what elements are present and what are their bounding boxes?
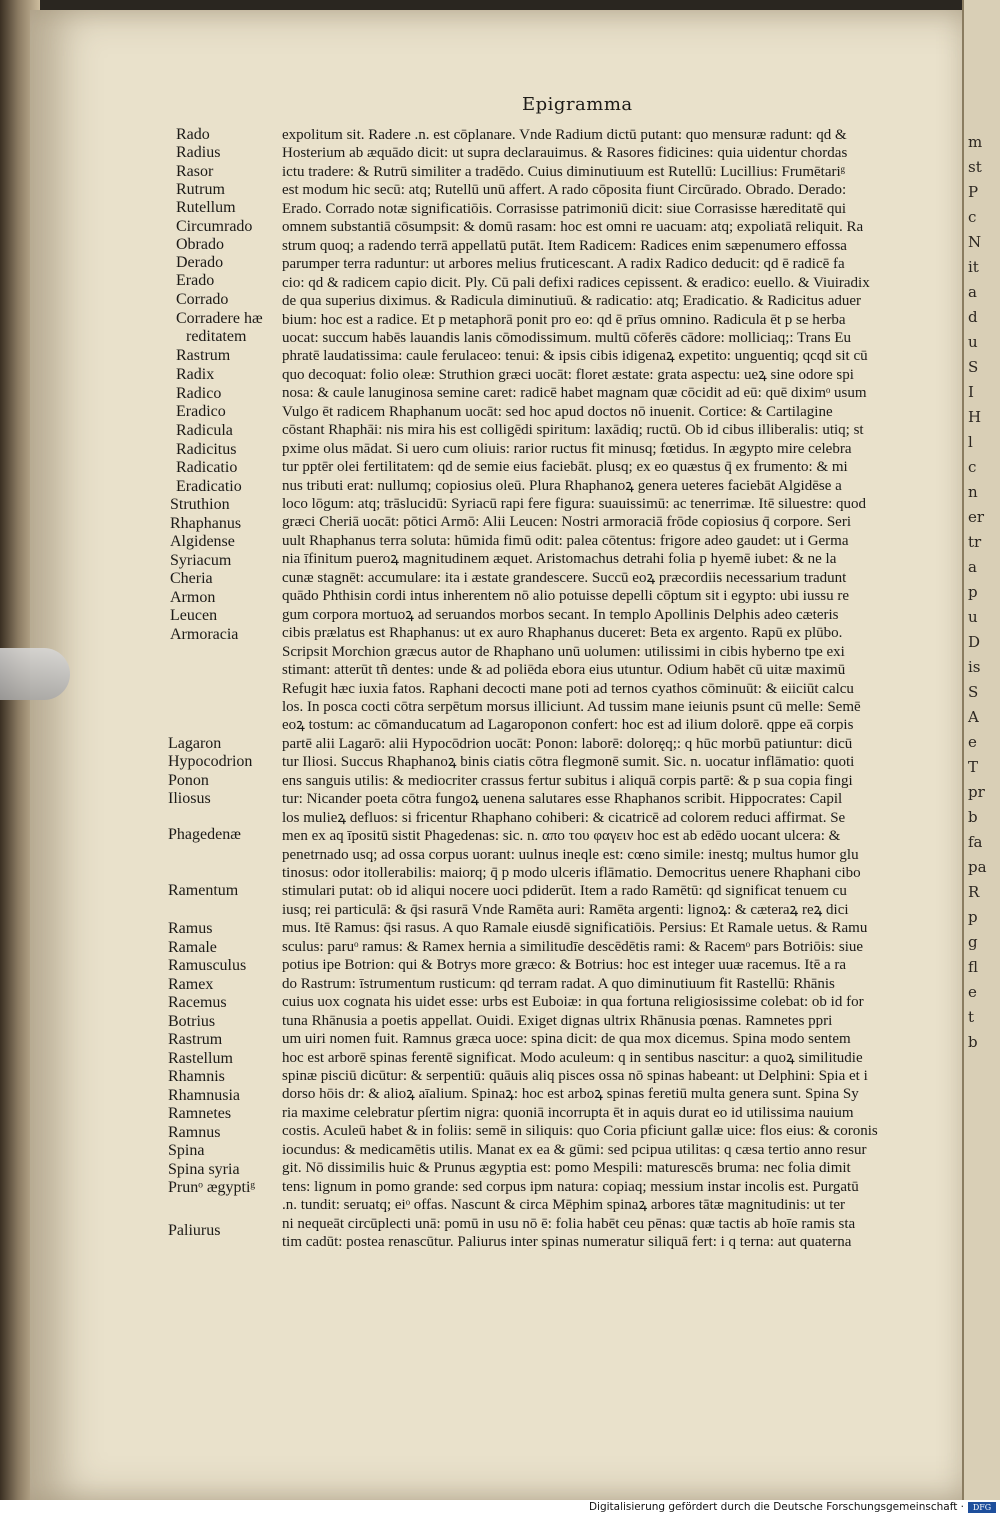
margin-gloss: Ramus	[168, 920, 213, 937]
text-line: ni nequeāt circūplecti unā: pomū in usu nō ē: folia habēt ceu pēnas: quæ tactis ab hoīe ramis sta	[282, 1215, 856, 1232]
facing-page-fragment: p	[968, 583, 978, 601]
margin-gloss: Rhamnis	[168, 1068, 225, 1085]
margin-gloss: Rado	[176, 126, 210, 143]
margin-gloss: Ramusculus	[168, 957, 247, 974]
text-line: dorso hōis dr: & alioꝝ aīalium. Spinaꝝ: hoc est arboꝝ spinas feretiū multa genera sunt. Spina Sy	[282, 1086, 859, 1103]
margin-gloss: Leucen	[170, 607, 218, 624]
facing-page-fragment: is	[968, 658, 981, 676]
text-line: tinosus: odor itollerabilis: maiorq; q̄ p modo ulceris iflāmatio. Democritus uenere Rhaphani cibo	[282, 865, 861, 881]
text-line: græci Cheriā uocāt: pōtici Armō: Alii Leucen: Nostri armoraciā frōde copiosius q̄ corpore. Seri	[282, 514, 852, 531]
text-line: cōstant Rhaphāi: nis mira his est colligēdi spiritum: laxādiq; ructū. Ob id cibus illiberalis: utiq; st	[282, 422, 864, 439]
facing-page-fragment: I	[968, 383, 974, 401]
facing-page-fragment: e	[968, 983, 977, 1001]
facing-page-fragment: a	[968, 558, 977, 576]
facing-page-fragment: g	[968, 933, 978, 951]
margin-gloss: Spina	[168, 1142, 205, 1159]
facing-page-fragment: d	[968, 308, 978, 326]
text-line: partē alii Lagarō: alii Hypocōdrion uocāt: Ponon: laborē: doloręq;: q hūc morbū patiuntur: dicū	[282, 735, 853, 752]
margin-gloss: Paliurus	[168, 1222, 221, 1239]
text-line: uult Rhaphanus terra soluta: hūmida fimū odit: palea cōtentus: frigore adeo gaudet: ut i Germa	[282, 532, 849, 549]
facing-page-fragment: a	[968, 283, 977, 301]
text-line: tens: lignum in pomo grande: sed corpus ipm natura: copiaq; messium instar incolis est. Purgatū	[282, 1178, 859, 1195]
text-line: phratē laudatissima: caule ferulaceo: tenui: & ipsis cibis idigenaꝝ expetito: unguentiq; qcqd sit cū	[282, 348, 868, 365]
margin-gloss: Obrado	[176, 236, 224, 253]
text-line: quādo Phthisin cordi intus inherentem nō alio potuisse depelli cōptum sit i egypto: ubi iussu re	[282, 588, 850, 605]
text-line: tur Iliosi. Succus Rhaphanoꝝ binis ciatis cōtra flegmonē sumit. Sic. n. uocatur inflāmatio: quoti	[282, 754, 855, 771]
facing-page-fragment: u	[968, 608, 978, 626]
text-line: strum quoq; a radendo terrā appellatū putāt. Item Radicem: Radices enim sæpenumero effossa	[282, 237, 847, 254]
text-line: iocundus: & medicamētis utilis. Manat ex ea & gūmi: sed pcipua utilitas: q cæsa tertio anno resur	[282, 1141, 867, 1158]
text-line: parumper terra raduntur: ut arbores melius fruticescant. A radix Radico deducit: qd ē radicē fa	[282, 256, 845, 273]
margin-gloss: Rutellum	[176, 199, 236, 216]
margin-gloss: Armon	[170, 589, 216, 606]
facing-page-fragment: P	[968, 183, 979, 201]
text-line: quo decoquat: folio oleæ: Struthion græci uocāt: floret æstate: grata aspectu: ueꝝ sine odore spi	[282, 366, 854, 383]
text-line: Refugit hæc iuxia fatos. Raphani decocti mane poti ad ternos cyathos cōminuūt: & eiiciūt calcu	[282, 680, 854, 697]
margin-gloss: Radicitus	[176, 441, 237, 458]
margin-gloss: Rhamnusia	[168, 1087, 240, 1104]
margin-gloss: Radicula	[176, 422, 233, 439]
facing-page-fragment: fa	[968, 833, 983, 851]
margin-gloss: Rhaphanus	[170, 515, 242, 532]
text-line: tuna Rhānusia a poetis appellat. Ouidi. Exiget dignas ultrix Rhānusia pœnas. Ramnetes ppri	[282, 1012, 833, 1029]
text-line: nia īfinitum pueroꝝ magnitudinem æquet. Aristomachus detrahi folia p hyemē iubet: & ne la	[282, 551, 837, 568]
margin-gloss: Radico	[176, 385, 222, 402]
margin-gloss: Rastellum	[168, 1050, 233, 1067]
facing-page-fragment: D	[968, 633, 981, 651]
facing-page-fragment: S	[968, 683, 979, 701]
text-line: los. In posca cocti cōtra serpētum morsus illiciunt. Ad tussim mane ieiunis psunt cū melle: Semē	[282, 698, 861, 715]
facing-page-fragment: p	[968, 908, 978, 926]
text-line: nus tributi erat: nullumq; copiosius oleū. Plura Rhaphanoꝝ genera ueteres faciebāt Algidēse a	[282, 477, 842, 494]
text-line: bium: hoc est a radice. Et p metaphorā ponit pro eo: qd ē prīus omnino. Radicula ēt p se herba	[282, 311, 846, 328]
text-line: cio: qd & radicem capio dicit. Ply. Cū pali defixi radices cepissent. & eradico: euello. & Viuiradix	[282, 274, 870, 291]
facing-page-fragment: u	[968, 333, 978, 351]
text-line: ictu tradere: & Rutrū similiter a tradēdo. Cuius diminutiuum est Rutellū: Lucillius: Frumētariᵍ	[282, 163, 846, 180]
text-line: los mulieꝝ defluos: si fricentur Rhaphano cohiberi: & cicatricē ad colorem reduci affirmat. Se	[282, 809, 846, 826]
facing-page-fragment: b	[968, 808, 978, 826]
margin-gloss: Armoracia	[170, 626, 239, 643]
margin-gloss: Cheria	[170, 570, 213, 587]
facing-page-fragment: c	[968, 208, 977, 226]
margin-gloss: Prunᵒ ægyptiᵍ	[168, 1179, 256, 1196]
facing-page-fragment: er	[968, 508, 985, 526]
text-line: costis. Aculeū habet & in foliis: semē in siliquis: quo Coria pficiunt gallæ uice: flos eius: & coronis	[282, 1123, 878, 1140]
text-line: tim cadūt: postea renascūtur. Paliurus inter spinas numeratur siliquā fert: i q terna: aut quaterna	[282, 1234, 852, 1250]
text-line: um uiri nomen fuit. Ramnus græca uoce: spina dicit: de qua mox dicemus. Spina modo sentem	[282, 1031, 851, 1048]
dfg-logo: DFG	[968, 1502, 996, 1513]
facing-page-fragment: A	[968, 708, 979, 726]
facing-page-fragment: pa	[968, 858, 987, 876]
facing-page-fragment: tr	[968, 533, 982, 551]
text-line: tur: Nicander poeta cōtra fungoꝝ uenena salutares esse Rhaphanos scribit. Hippocrates: Capil	[282, 791, 843, 808]
text-line: cuius uox cognata his uidet esse: urbs est Euboiæ: in qua fortuna religiosissime colebat: ob id for	[282, 994, 864, 1011]
text-line: hoc est arborē spinas ferentē significat. Modo aculeum: q in sentibus nascitur: a quoꝝ similitudie	[282, 1049, 863, 1066]
text-line: expolitum sit. Radere .n. est cōplanare. Vnde Radium dictū putant: quo mensuræ radunt: qd &	[282, 127, 847, 143]
text-line: Hosterium ab æquādo dicit: ut supra declarauimus. & Rasores fidicines: quia uidentur chordas	[282, 145, 848, 162]
text-line: ria maxime celebratur pſertim nigra: quoniā incorrupta ēt in aquis durat eo id utilissima nauium	[282, 1104, 854, 1121]
text-line: cibis prælatus est Rhaphanus: ut ex auro Rhaphanus duceret: Beta ex argento. Rapū ex plūbo.	[282, 625, 843, 642]
facing-page-fragment: t	[968, 1008, 975, 1026]
text-line: men ex aq īpositū sistit Phagedenas: sic. n. απο του φαγειν hoc est ab edēdo uocant ulcera: &	[282, 828, 841, 845]
facing-page-fragment: pr	[968, 783, 985, 801]
margin-gloss: Corrado	[176, 291, 229, 308]
text-line: tur pptēr olei fertilitatem: qd de semie eius faciebāt. plusq; ex eo quæstus q̄ ex frumento: & mi	[282, 459, 848, 476]
facing-page-fragment: T	[968, 758, 979, 776]
text-line: do Rastrum: īstrumentum rusticum: qd terram radat. A quo diminutiuum fit Rastellū: Rhānis	[282, 975, 835, 992]
margin-gloss: Syriacum	[170, 552, 232, 569]
facing-page-fragment: c	[968, 458, 977, 476]
facing-page-fragment: R	[968, 883, 980, 901]
digitization-footer	[0, 1500, 1000, 1516]
facing-page-fragments	[968, 130, 1000, 1055]
facing-page-fragment: n	[968, 483, 978, 501]
margin-gloss: Iliosus	[168, 790, 211, 807]
text-line: mus. Itē Ramus: q̄si rasus. A quo Ramale eiusdē significatiōis. Persius: Et Ramale uetus. & Ramu	[282, 920, 868, 937]
facing-page-fragment: m	[968, 133, 983, 151]
bookmark-tab	[0, 648, 70, 700]
facing-page-fragment: fl	[968, 958, 979, 976]
text-line: nosa: & caule lanuginosa semine caret: radicē habet magnam quæ cōcidit ad eū: quē diximᵒ usum	[282, 385, 867, 402]
margin-gloss: Rutrum	[176, 181, 225, 198]
facing-page-fragment: S	[968, 358, 979, 376]
margin-gloss: Eradicatio	[176, 478, 242, 495]
margin-gloss: Corradere hæ	[176, 310, 263, 327]
text-line: Vulgo ēt radicem Rhaphanum uocāt: sed hoc apud doctos nō inuenit. Cortice: & Cartilagine	[282, 403, 833, 420]
margin-gloss: Radix	[176, 366, 215, 383]
margin-gloss: Hypocodrion	[168, 753, 253, 770]
text-line: iusq; rei particulā: & q̄si rasurā Vnde Ramēta auri: Ramēta argenti: lignoꝝ: & cæteraꝝ reꝝ dici	[282, 901, 849, 918]
margin-gloss: Ramex	[168, 976, 214, 993]
facing-page-fragment: it	[968, 258, 979, 276]
text-line: Scripsit Morchion græcus autor de Rhaphano unū uolumen: utilissimi in cibis hyberno tpe exi	[282, 643, 845, 660]
text-line: .n. tundit: seruatq; eiᵒ offas. Nascunt & circa Mēphim spinaꝝ arbores tātæ magnitudinis: ut ter	[282, 1197, 846, 1214]
text-line: stimulari putat: ob id aliqui nocere uoci pdiderūt. Item a rado Ramētū: qd significat tenuem cu	[282, 883, 847, 900]
facing-page-fragment: e	[968, 733, 977, 751]
margin-gloss: Eradico	[176, 403, 226, 420]
margin-gloss: Ponon	[168, 772, 209, 789]
text-line: ens sanguis utilis: & mediocriter crassus fertur subitus i aliquā corpis partē: & p sua copia fingi	[282, 772, 853, 789]
text-line: est modum hic secū: atq; Rutellū unū affert. A rado cōposita fiunt Circūrado. Obrado. Derado:	[282, 182, 847, 199]
text-line: eoꝝ tostum: ac cōmanducatum ad Lagaroponon confert: hoc est ad ilium dolorē. qppe eā corpis	[282, 717, 854, 734]
margin-gloss: Rasor	[176, 163, 214, 180]
text-line: penetrnado usq; ad ossa corpus uorant: uulnus ineqle est: cœno simile: inestq; multus humor glu	[282, 846, 859, 863]
margin-gloss: Ramnetes	[168, 1105, 232, 1122]
text-line: Erado. Corrado notæ significatiōis. Corrasisse patrimoniū dicit: siue Corrasisse hæreditatē qui	[282, 200, 847, 217]
footer-credit: Digitalisierung gefördert durch die Deutsche Forschungsgemeinschaft ·	[588, 1501, 964, 1513]
margin-gloss: Erado	[176, 272, 215, 289]
margin-gloss: Algidense	[170, 533, 235, 550]
margin-gloss: Circumrado	[176, 218, 253, 235]
margin-gloss: Radius	[176, 144, 221, 161]
text-line: gum corpora mortuoꝝ ad seruandos morbos secant. In templo Apollinis Delphis adeo cæteris	[282, 606, 839, 623]
margin-gloss: Phagedenæ	[168, 826, 241, 843]
margin-gloss: Ramnus	[168, 1124, 221, 1141]
text-line: git. Nō dissimilis huic & Prunus ægyptia est: pomo Mespili: maturescēs bruma: nec folia dimit	[282, 1160, 851, 1177]
margin-gloss: Spina syria	[168, 1161, 240, 1178]
facing-page-fragment: st	[968, 158, 982, 176]
text-line: cunæ stagnēt: accumulare: ita i æstate grandescere. Succū eoꝝ præcordiis necessarium tradunt	[282, 569, 847, 586]
margin-gloss: Botrius	[168, 1013, 216, 1030]
text-line: uocat: succum habēs lauandis lanis cōmodissimum. multū cōferēs cādore: molliciaq;: Trans Eu	[282, 329, 852, 346]
margin-gloss: Rastrum	[176, 347, 231, 364]
running-header: Epigramma	[522, 94, 633, 115]
margin-gloss: reditatem	[186, 328, 247, 345]
text-line: stimant: atterūt tñ dentes: unde & ad poliēda ebora eius utuntur. Odium habēt cū uitæ maximū	[282, 662, 846, 679]
text-line: pxime olus mādat. Si uero cum oliuis: rarior ructus fit minusq; fœtidus. In ægypto mire celebra	[282, 440, 852, 457]
text-line: de qua superius diximus. & Radicula diminutiuū. & radicatio: atq; Eradicatio. & Radicitus aduer	[282, 293, 862, 310]
facing-page-fragment: b	[968, 1033, 978, 1051]
facing-page-edge	[962, 0, 1000, 1516]
text-line: loco lōgum: atq; trāslucidū: Syriacū rapi fere figura: suauissimū: ac tenerrimæ. Itē siluestre: quod	[282, 496, 867, 512]
text-line: omnem substantiā cōsumpsit: & domū rasam: hoc est omni re uacuam: atq; expoliatā reliquit. Ra	[282, 219, 864, 236]
text-line: spinæ pisciū dicūtur: & serpentiū: quāuis aliq pisces ossa nō spinas habeant: ut Delphini: Spia et i	[282, 1067, 868, 1084]
margin-gloss: Struthion	[170, 496, 230, 513]
margin-gloss: Racemus	[168, 994, 227, 1011]
text-line: potius ipe Botrion: qui & Botrys more græco: & Botrius: hoc est integer uuæ racemus. Itē a ra	[282, 957, 847, 974]
facing-page-fragment: l	[968, 433, 973, 451]
margin-gloss: Ramale	[168, 939, 217, 956]
text-line: sculus: paruᵒ ramus: & Ramex hernia a similitudīe descēdētis rami: & Racemᵒ pars Botriōis: siue	[282, 938, 864, 955]
margin-gloss: Radicatio	[176, 459, 238, 476]
margin-gloss: Ramentum	[168, 882, 239, 899]
facing-page-fragment: N	[968, 233, 982, 251]
margin-gloss: Rastrum	[168, 1031, 223, 1048]
margin-gloss: Derado	[176, 254, 224, 271]
facing-page-fragment: H	[968, 408, 982, 426]
margin-gloss: Lagaron	[168, 735, 222, 752]
